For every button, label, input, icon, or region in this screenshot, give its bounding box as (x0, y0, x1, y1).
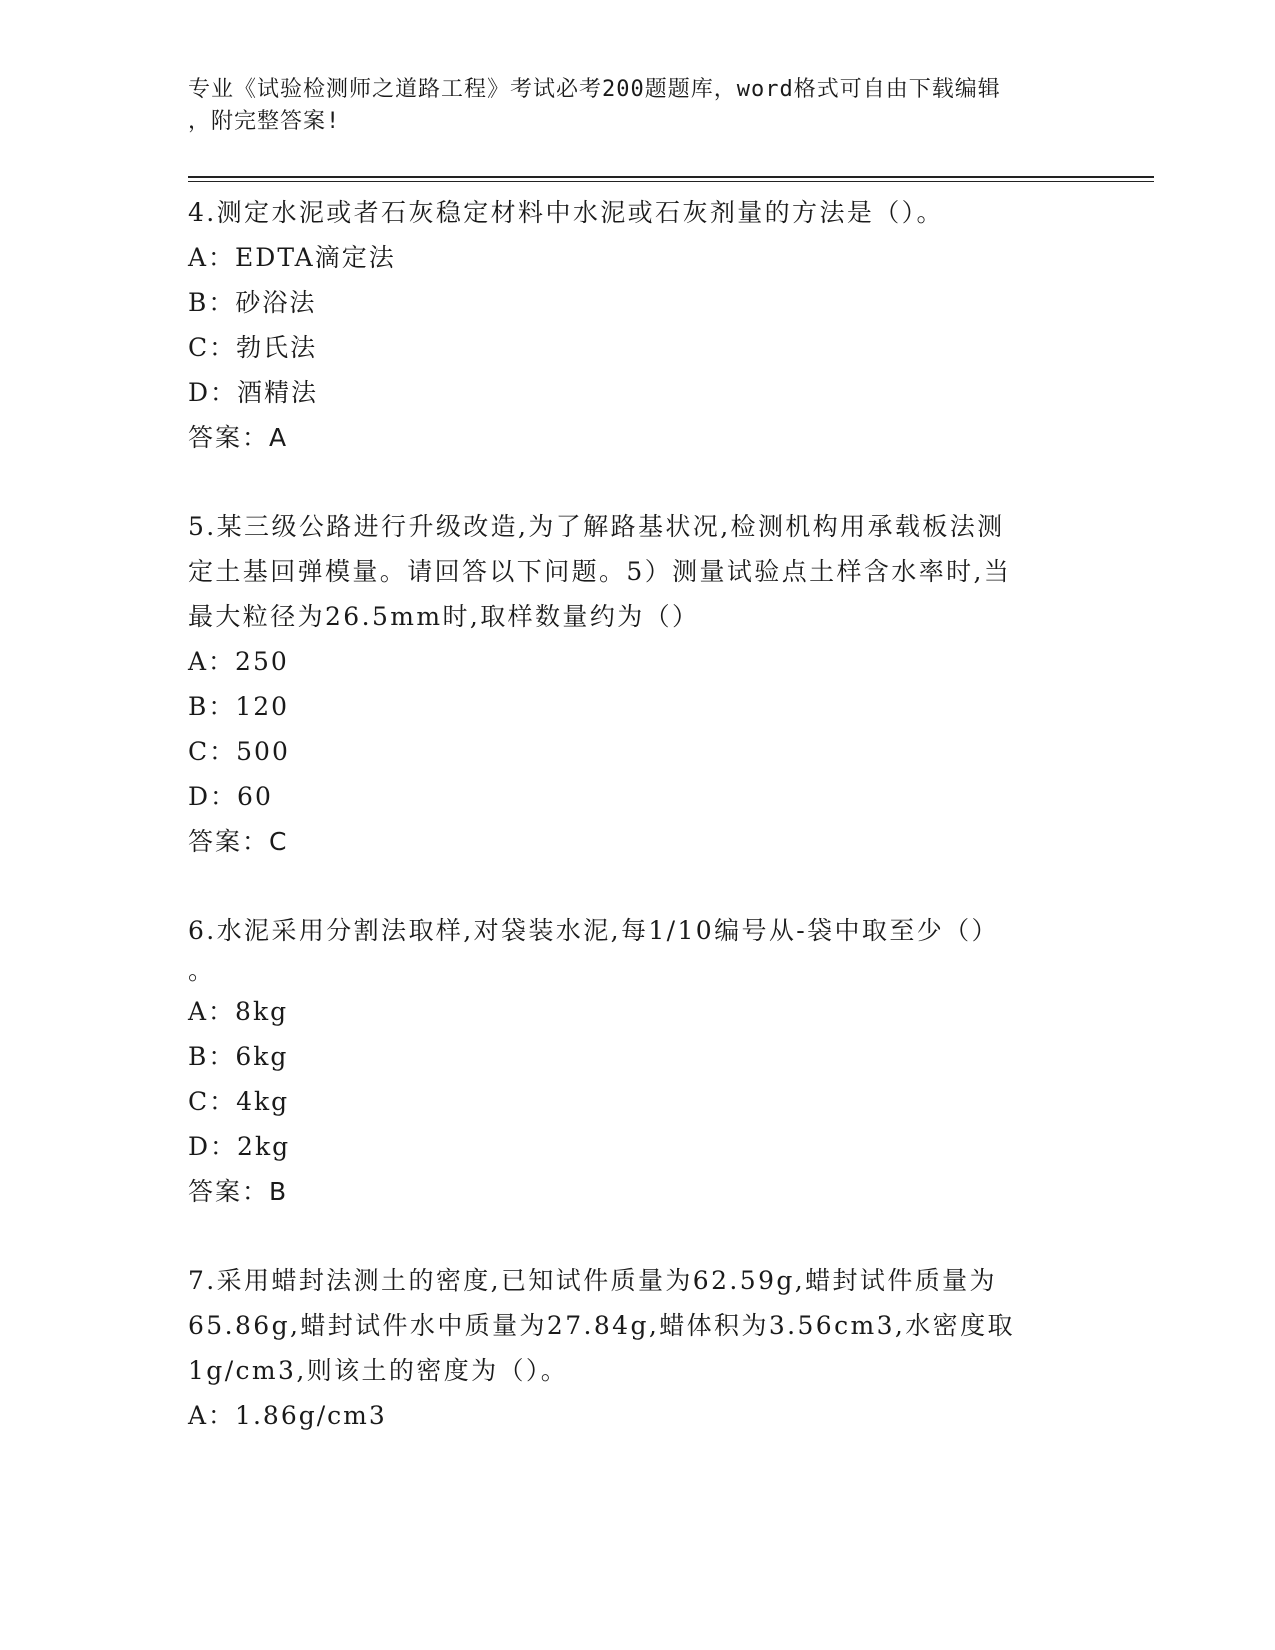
question-text-line: 65.86g,蜡封试件水中质量为27.84g,蜡体积为3.56cm3,水密度取 (188, 1311, 1015, 1340)
document-header (188, 74, 1068, 138)
option-a: A：8kg (188, 997, 289, 1026)
option-d: D：60 (188, 782, 273, 811)
question-text-line: 5.某三级公路进行升级改造,为了解路基状况,检测机构用承载板法测 (188, 512, 1005, 541)
answer-line: 答案：B (188, 1177, 289, 1206)
option-b: B：6kg (188, 1042, 289, 1071)
question-text-line: 7.采用蜡封法测土的密度,已知试件质量为62.59g,蜡封试件质量为 (188, 1266, 997, 1295)
question-5 (188, 504, 1088, 864)
answer-line: 答案：A (188, 423, 289, 452)
question-text-line: 最大粒径为26.5mm时,取样数量约为（） (188, 602, 700, 631)
header-divider-thin (188, 181, 1154, 182)
question-text-line: 6.水泥采用分割法取样,对袋装水泥,每1/10编号从-袋中取至少（） (188, 916, 999, 945)
option-d: D：2kg (188, 1132, 291, 1161)
question-text-line: 定土基回弹模量。请回答以下问题。5）测量试验点土样含水率时,当 (188, 557, 1012, 586)
option-a: A：1.86g/cm3 (188, 1401, 387, 1430)
option-a: A：EDTA滴定法 (188, 243, 396, 272)
question-text-line: 1g/cm3,则该土的密度为（）。 (188, 1356, 569, 1385)
header-line-1: 专业《试验检测师之道路工程》考试必考200题题库，word格式可自由下载编辑 (188, 77, 1001, 102)
question-text-line: 。 (188, 956, 216, 985)
question-text-line: 4.测定水泥或者石灰稳定材料中水泥或石灰剂量的方法是（）。 (188, 198, 944, 227)
question-7 (188, 1258, 1088, 1438)
header-divider-thick (188, 176, 1154, 178)
option-c: C：4kg (188, 1087, 290, 1116)
answer-line: 答案：C (188, 827, 289, 856)
header-line-2: ，附完整答案! (188, 109, 341, 134)
option-d: D：酒精法 (188, 378, 319, 407)
question-list (188, 190, 1088, 1438)
option-c: C：勃氏法 (188, 333, 318, 362)
question-4 (188, 190, 1088, 460)
option-b: B：120 (188, 692, 290, 721)
question-6 (188, 908, 1088, 1214)
option-b: B：砂浴法 (188, 288, 317, 317)
option-c: C：500 (188, 737, 290, 766)
option-a: A：250 (188, 647, 289, 676)
